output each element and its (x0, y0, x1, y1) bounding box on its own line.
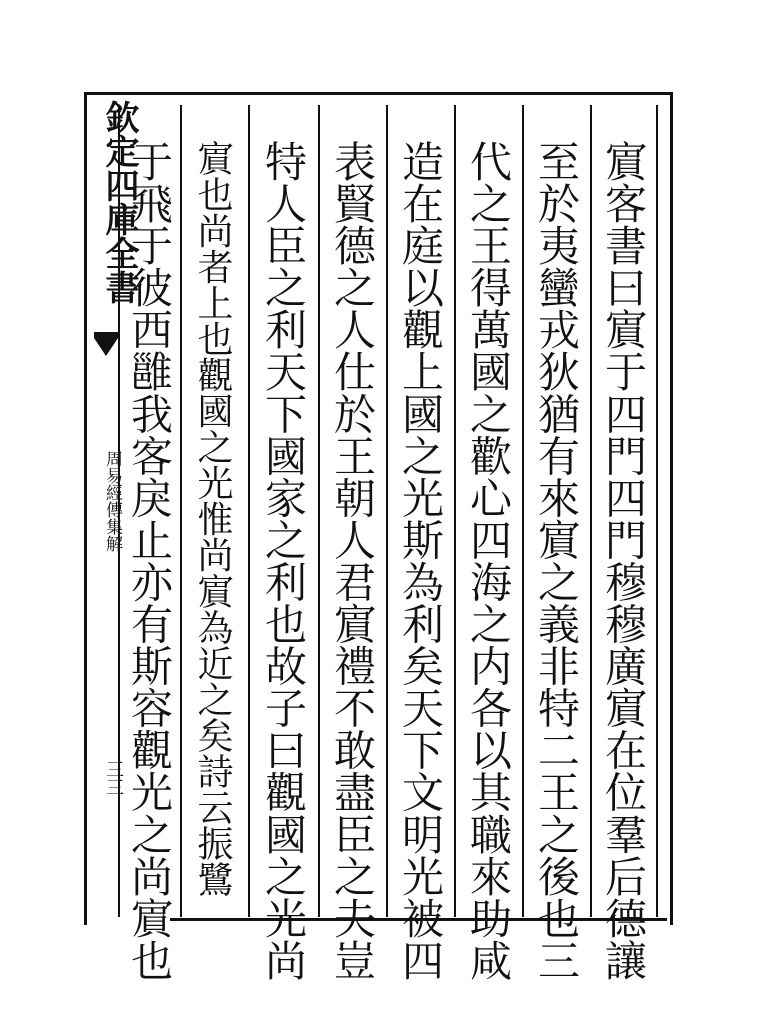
column-divider-line (180, 105, 182, 917)
text-column-8: 于飛于彼西雝我客戾止亦有斯容觀光之尚賔也 (125, 140, 174, 981)
text-column-3: 代之王得萬國之歡心四海之内各以其職來助咸 (464, 140, 513, 981)
collection-title: 欽定四庫全書 (99, 100, 139, 304)
text-column-5: 表賢德之人仕於王朝人君賔禮不敢盡臣之夫豈 (328, 140, 377, 981)
column-divider-line (386, 105, 388, 917)
text-column-4: 造在庭以觀上國之光斯為利矣天下文明光被四 (396, 140, 445, 981)
column-divider-line (656, 105, 658, 917)
text-column-6: 特人臣之利天下國家之利也故子曰觀國之光尚 (259, 140, 308, 981)
text-column-7: 賔也尚者上也觀國之光惟尚賔為近之矣詩云振鷺 (192, 140, 233, 898)
book-title: 周易經傳集解 (102, 450, 122, 552)
fishtail-mark-icon (93, 330, 119, 358)
text-column-2: 至於夷蠻戎狄猶有來賔之義非特二王之後也三 (532, 140, 581, 981)
text-column-1: 賔客書曰賔于四門四門穆穆廣賔在位羣后德讓 (599, 140, 648, 981)
page-number: 三三 (103, 760, 124, 796)
column-divider-line (248, 105, 250, 917)
column-divider-line (454, 105, 456, 917)
column-divider-line (522, 105, 524, 917)
column-divider-line (590, 105, 592, 917)
column-divider-line (318, 105, 320, 917)
